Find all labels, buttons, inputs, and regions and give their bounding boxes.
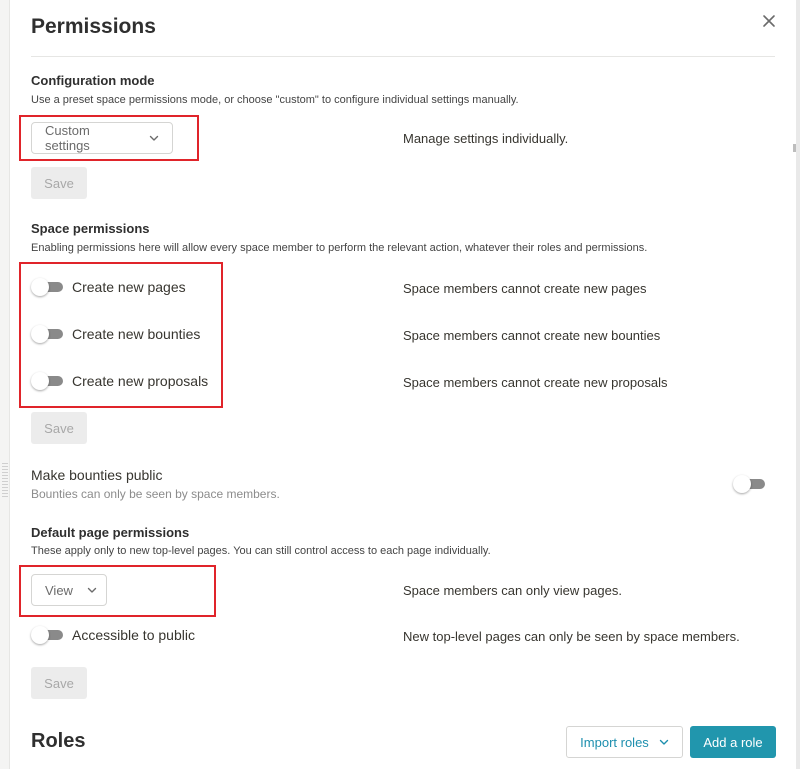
- public-bounties-title: Make bounties public: [31, 467, 163, 483]
- space-permissions-title: Space permissions: [31, 221, 150, 236]
- toggle-label: Create new pages: [72, 279, 186, 295]
- create-bounties-switch[interactable]: [31, 327, 62, 341]
- configuration-mode-title: Configuration mode: [31, 73, 155, 88]
- toggle-public-bounties[interactable]: [733, 474, 764, 494]
- add-role-button[interactable]: Add a role: [690, 726, 776, 758]
- default-permissions-save-button[interactable]: Save: [31, 667, 87, 699]
- accessible-to-public-description: New top-level pages can only be seen by space members.: [403, 629, 740, 644]
- default-page-permission-select-description: Space members can only view pages.: [403, 583, 622, 598]
- public-bounties-switch[interactable]: [733, 477, 764, 491]
- default-page-permission-value: View: [45, 582, 73, 598]
- close-icon: [760, 12, 778, 30]
- resize-handle[interactable]: [2, 463, 8, 497]
- default-page-permissions-description: These apply only to new top-level pages. You can still control access to each page individually.: [31, 545, 491, 557]
- create-bounties-description: Space members cannot create new bounties: [403, 328, 661, 343]
- toggle-label: Create new proposals: [72, 373, 209, 389]
- toggle-label: Accessible to public: [72, 627, 195, 643]
- toggle-create-bounties[interactable]: [31, 324, 200, 344]
- title-divider: [31, 56, 775, 57]
- chevron-down-icon: [659, 737, 669, 747]
- chevron-down-icon: [87, 585, 97, 595]
- configuration-mode-select-description: Manage settings individually.: [403, 131, 569, 146]
- toggle-create-proposals[interactable]: [31, 371, 208, 391]
- toggle-label: Create new bounties: [72, 326, 201, 342]
- background-sidebar-edge: [0, 0, 10, 769]
- create-proposals-switch[interactable]: [31, 374, 62, 388]
- scroll-indicator: [793, 144, 796, 152]
- import-roles-button[interactable]: [566, 726, 683, 758]
- configuration-mode-description: Use a preset space permissions mode, or choose "custom" to configure individual settings manually.: [31, 94, 519, 106]
- page-title: Permissions: [31, 15, 156, 38]
- default-page-permissions-title: Default page permissions: [31, 525, 190, 540]
- roles-title: Roles: [31, 730, 86, 752]
- create-proposals-description: Space members cannot create new proposals: [403, 375, 668, 390]
- configuration-mode-select[interactable]: [31, 122, 173, 154]
- permissions-dialog: [10, 0, 796, 769]
- import-roles-label: Import roles: [580, 734, 649, 750]
- create-pages-switch[interactable]: [31, 280, 62, 294]
- configuration-save-button[interactable]: Save: [31, 167, 87, 199]
- public-bounties-description: Bounties can only be seen by space members.: [31, 487, 280, 501]
- configuration-mode-value: Custom settings: [45, 123, 90, 153]
- space-permissions-description: Enabling permissions here will allow every space member to perform the relevant action, whatever their roles and permissions.: [31, 242, 648, 254]
- toggle-create-pages[interactable]: [31, 277, 186, 297]
- space-permissions-save-button[interactable]: Save: [31, 412, 87, 444]
- create-pages-description: Space members cannot create new pages: [403, 281, 647, 296]
- toggle-accessible-to-public[interactable]: [31, 625, 195, 645]
- accessible-to-public-switch[interactable]: [31, 628, 62, 642]
- default-page-permission-select[interactable]: [31, 574, 107, 606]
- close-button[interactable]: [760, 12, 778, 30]
- chevron-down-icon: [149, 133, 159, 143]
